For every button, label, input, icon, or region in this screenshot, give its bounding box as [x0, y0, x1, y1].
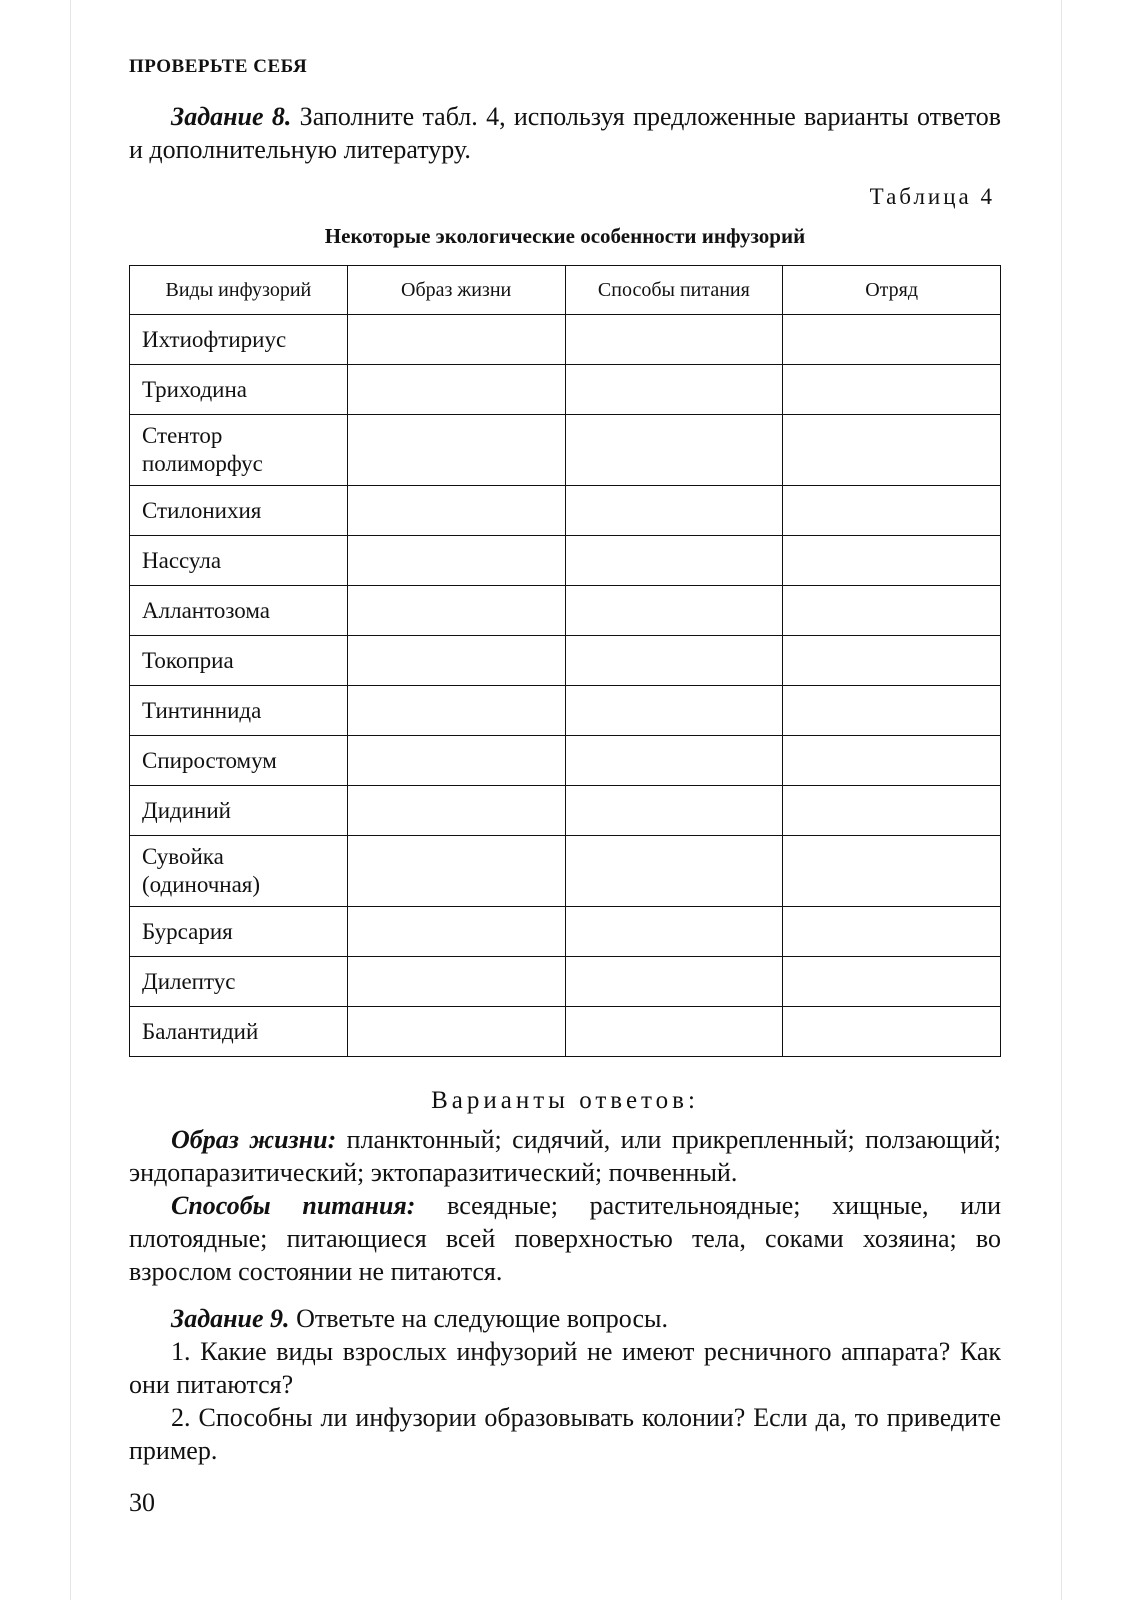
feeding-cell[interactable]: [565, 486, 783, 536]
table-row: [130, 686, 1001, 736]
species-cell: Бурсария: [130, 907, 348, 957]
variants-title: Варианты ответов:: [431, 1087, 699, 1114]
order-cell[interactable]: [783, 586, 1001, 636]
task-9: [129, 1302, 1001, 1335]
table-row: [130, 636, 1001, 686]
order-cell[interactable]: [783, 686, 1001, 736]
order-cell[interactable]: [783, 415, 1001, 486]
ecology-table: [129, 265, 1001, 1057]
page-content: [129, 56, 1001, 1467]
table-row: [130, 536, 1001, 586]
feeding-text: всеядные; растительноядные; хищные, или плотоядные; питающиеся всей поверхностью тела, соками хозяина; во взрослом состоянии не питаются.: [129, 1191, 1001, 1286]
order-cell[interactable]: [783, 536, 1001, 586]
lifestyle-cell[interactable]: [347, 907, 565, 957]
lifestyle-cell[interactable]: [347, 957, 565, 1007]
table-row: [130, 836, 1001, 907]
variants-lifestyle: [129, 1123, 1001, 1189]
lifestyle-cell[interactable]: [347, 586, 565, 636]
feeding-cell[interactable]: [565, 736, 783, 786]
species-cell: Аллантозома: [130, 586, 348, 636]
task-8-text: Заполните табл. 4, используя предложенные варианты ответов и дополнительную литературу.: [129, 102, 1001, 164]
order-cell[interactable]: [783, 365, 1001, 415]
table-row: [130, 957, 1001, 1007]
order-cell[interactable]: [783, 1007, 1001, 1057]
question-2: 2. Способны ли инфузории образовывать колонии? Если да, то приведите пример.: [129, 1403, 1001, 1465]
lifestyle-cell[interactable]: [347, 486, 565, 536]
header-species: Виды инфузорий: [130, 266, 348, 315]
feeding-cell[interactable]: [565, 536, 783, 586]
header-order: Отряд: [783, 266, 1001, 315]
species-cell: Спиростомум: [130, 736, 348, 786]
feeding-cell[interactable]: [565, 315, 783, 365]
task-8-label: Задание 8.: [171, 102, 292, 131]
task-8: [129, 100, 1001, 166]
table-row: [130, 486, 1001, 536]
feeding-cell[interactable]: [565, 1007, 783, 1057]
feeding-cell[interactable]: [565, 957, 783, 1007]
question-1: 1. Какие виды взрослых инфузорий не имеют ресничного аппарата? Как они питаются?: [129, 1337, 1001, 1399]
feeding-cell[interactable]: [565, 415, 783, 486]
task-9-label: Задание 9.: [171, 1304, 290, 1333]
species-cell: Тинтиннида: [130, 686, 348, 736]
species-cell: Нассула: [130, 536, 348, 586]
species-cell: Дилептус: [130, 957, 348, 1007]
lifestyle-cell[interactable]: [347, 686, 565, 736]
feeding-cell[interactable]: [565, 586, 783, 636]
lifestyle-cell[interactable]: [347, 736, 565, 786]
lifestyle-cell[interactable]: [347, 415, 565, 486]
variants-feeding: [129, 1189, 1001, 1288]
order-cell[interactable]: [783, 836, 1001, 907]
table-row: [130, 315, 1001, 365]
section-title: ПРОВЕРЬТЕ СЕБЯ: [129, 56, 308, 77]
species-cell: Триходина: [130, 365, 348, 415]
species-cell: Стилонихия: [130, 486, 348, 536]
header-feeding: Способы питания: [565, 266, 783, 315]
lifestyle-cell[interactable]: [347, 836, 565, 907]
lifestyle-cell[interactable]: [347, 786, 565, 836]
species-cell: Стентор полиморфус: [130, 415, 348, 486]
table-row: [130, 907, 1001, 957]
lifestyle-label: Образ жизни:: [171, 1125, 337, 1154]
feeding-cell[interactable]: [565, 786, 783, 836]
lifestyle-cell[interactable]: [347, 365, 565, 415]
order-cell[interactable]: [783, 786, 1001, 836]
table-row: [130, 415, 1001, 486]
lifestyle-cell[interactable]: [347, 536, 565, 586]
feeding-cell[interactable]: [565, 686, 783, 736]
feeding-label: Способы питания:: [171, 1191, 416, 1220]
order-cell[interactable]: [783, 957, 1001, 1007]
table-row: [130, 786, 1001, 836]
table-title: Некоторые экологические особенности инфузорий: [324, 224, 806, 248]
order-cell[interactable]: [783, 636, 1001, 686]
species-cell: Токоприа: [130, 636, 348, 686]
table-row: [130, 1007, 1001, 1057]
species-cell: Сувойка (одиночная): [130, 836, 348, 907]
order-cell[interactable]: [783, 907, 1001, 957]
header-lifestyle: Образ жизни: [347, 266, 565, 315]
feeding-cell[interactable]: [565, 365, 783, 415]
page: [70, 0, 1062, 1600]
order-cell[interactable]: [783, 315, 1001, 365]
lifestyle-text: планктонный; сидячий, или прикрепленный; ползающий; эндопаразитический; эктопаразитический; почвенный.: [129, 1125, 1001, 1187]
table-number: Таблица 4: [869, 184, 995, 209]
order-cell[interactable]: [783, 736, 1001, 786]
species-cell: Дидиний: [130, 786, 348, 836]
lifestyle-cell[interactable]: [347, 1007, 565, 1057]
table-row: [130, 736, 1001, 786]
feeding-cell[interactable]: [565, 907, 783, 957]
feeding-cell[interactable]: [565, 636, 783, 686]
table-header-row: [130, 266, 1001, 315]
page-number: 30: [129, 1488, 155, 1517]
table-row: [130, 365, 1001, 415]
lifestyle-cell[interactable]: [347, 315, 565, 365]
species-cell: Ихтиофтириус: [130, 315, 348, 365]
lifestyle-cell[interactable]: [347, 636, 565, 686]
task-9-text: Ответьте на следующие вопросы.: [289, 1304, 668, 1333]
feeding-cell[interactable]: [565, 836, 783, 907]
order-cell[interactable]: [783, 486, 1001, 536]
table-row: [130, 586, 1001, 636]
species-cell: Балантидий: [130, 1007, 348, 1057]
